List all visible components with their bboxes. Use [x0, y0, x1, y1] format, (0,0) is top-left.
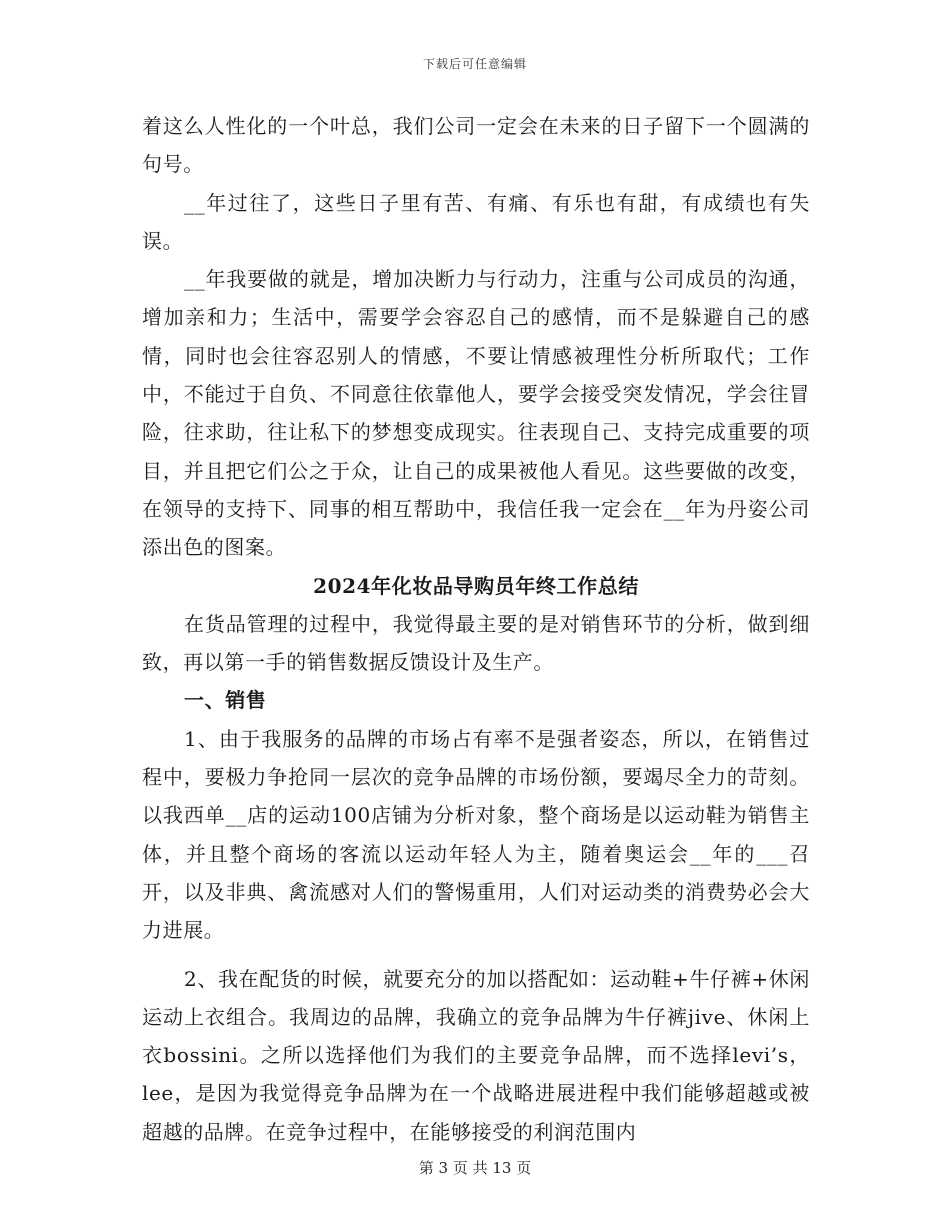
paragraph-year-plan: __年我要做的就是，增加决断力与行动力，注重与公司成员的沟通，增加亲和力；生活中，需要学会容忍自己的感情，而不是躲避自己的感情，同时也会往容忍别人的情感，不要让情感被理性分析所取代；工作中，不能过于自负、不同意往依靠他人，要学会接受突发情况，学会往冒险，往求助，往让私下的梦想变成现实。往表现自己、支持完成重要的项目，并且把它们公之于众，让自己的成果被他人看见。这些要做的改变，在领导的支持下、同事的相互帮助中，我信任我一定会在__年为丹姿公司添出色的图案。	[142, 267, 810, 560]
paragraph-closing-sentence: 着这么人性化的一个叶总，我们公司一定会在未来的日子留下一个圆满的句号。	[142, 114, 810, 177]
paragraph-goods-management: 在货品管理的过程中，我觉得最主要的是对销售环节的分析，做到细致，再以第一手的销售数据反馈设计及生产。	[142, 611, 810, 675]
paragraph-spacer	[142, 950, 810, 960]
paragraph-year-review: __年过往了，这些日子里有苦、有痛、有乐也有甜，有成绩也有失误。	[142, 190, 810, 253]
paragraph-sales-point-1: 1、由于我服务的品牌的市场占有率不是强者姿态，所以，在销售过程中，要极力争抢同一层次的竞争品牌的市场份额，要竭尽全力的苛刻。以我西单__店的运动100店铺为分析对象，整个商场是以运动鞋为销售主体，并且整个商场的客流以运动年轻人为主，随着奥运会__年的___召开，以及非典、禽流感对人们的警惕重用，人们对运动类的消费势必会大力进展。	[142, 726, 810, 943]
paragraph-sales-point-2: 2、我在配货的时候，就要充分的加以搭配如：运动鞋+牛仔裤+休闲运动上衣组合。我周边的品牌，我确立的竞争品牌为牛仔裤jive、休闲上衣bossini。之所以选择他们为我们的主要竞争品牌，而不选择levi’s，lee，是因为我觉得竞争品牌为在一个战略进展进程中我们能够超越或被超越的品牌。在竞争过程中，在能够接受的利润范围内	[142, 966, 810, 1144]
document-title: 2024年化妆品导购员年终工作总结	[313, 573, 639, 598]
document-body	[142, 107, 810, 1151]
page-number: 第 3 页 共 13 页	[418, 1159, 532, 1177]
header-note: 下载后可任意编辑	[422, 57, 527, 71]
section-heading-sales: 一、销售	[184, 688, 267, 713]
